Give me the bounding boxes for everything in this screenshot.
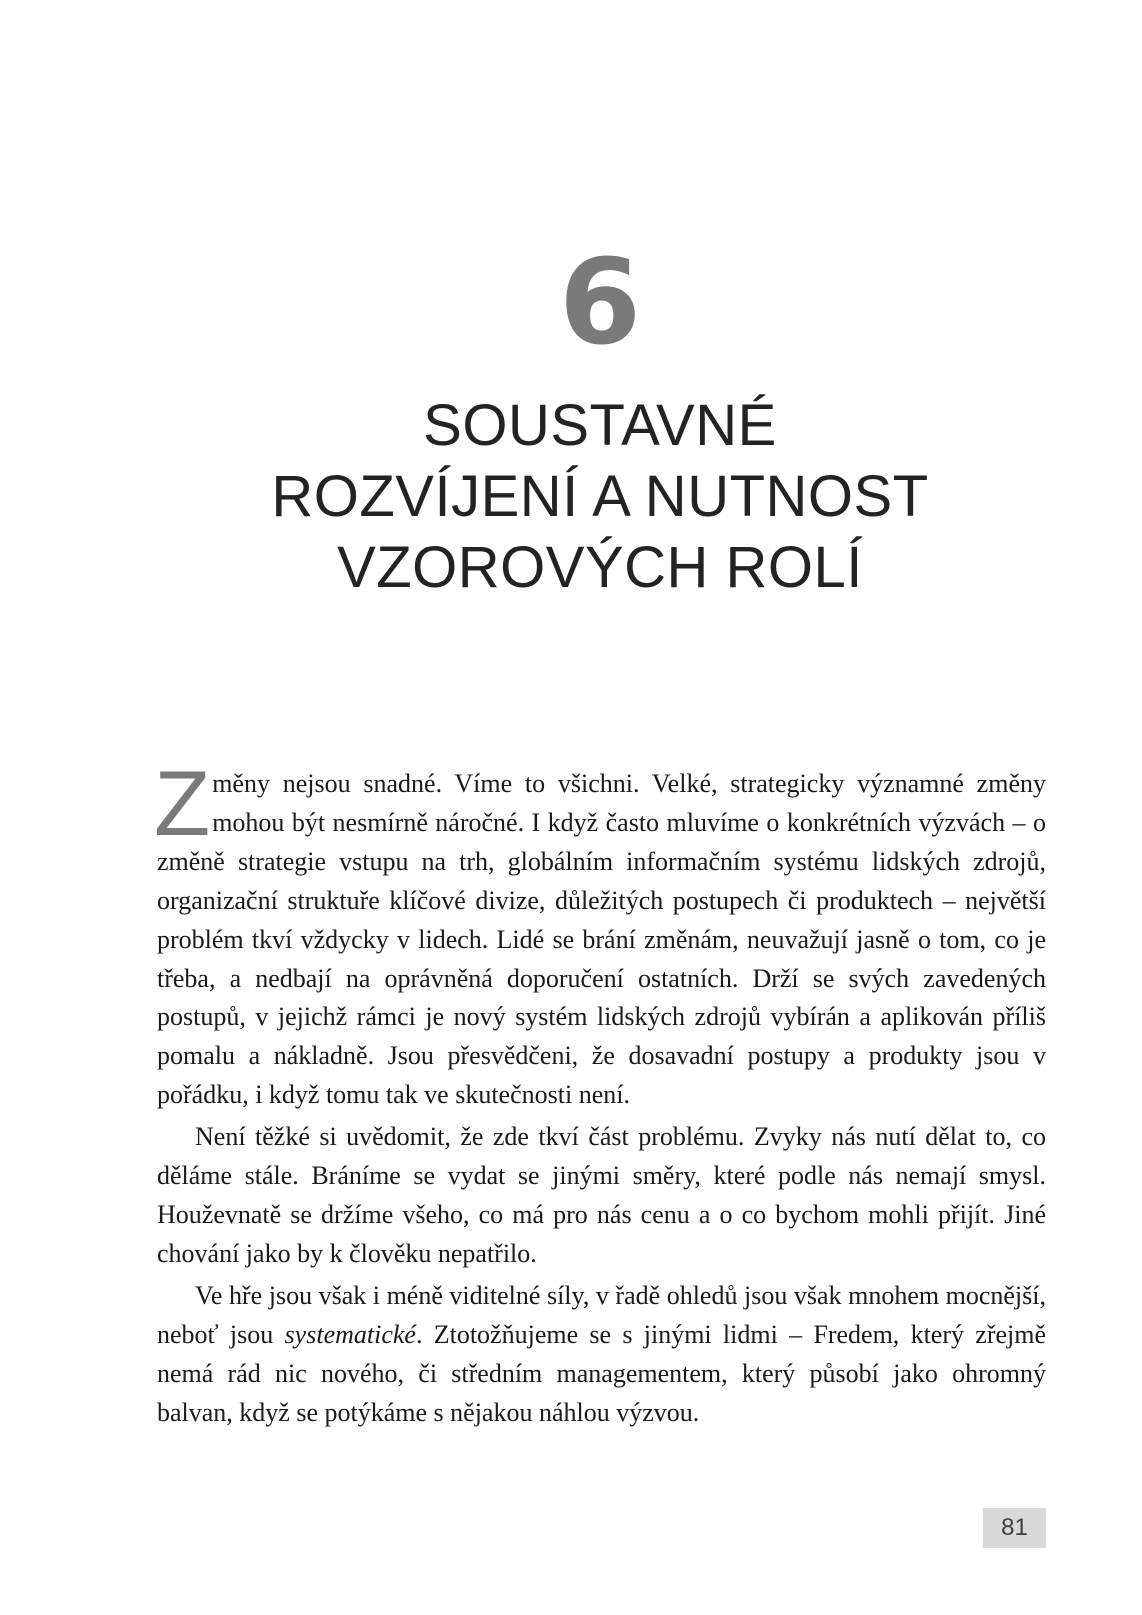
chapter-title: [0, 390, 1142, 603]
paragraph-1: [154, 753, 1046, 1115]
paragraph-1-text: měny nejsou snadné. Víme to všichni. Velké, strategicky významné změny mohou být nesmírně náročné. I když často mluvíme o konkrétních výzvách – o změně strategie vstupu na trh, globálním informačním systému lidských zdrojů, organizační struktuře klíčové divize, důležitých postupech či produktech – největší problém tkví vždycky v lidech. Lidé se brání změnám, neuvažují jasně o tom, co je třeba, a nedbají na oprávněná doporučení ostatních. Drží se svých zavedených postupů, v jejichž rámci je nový systém lidských zdrojů vybírán a aplikován příliš pomalu a nákladně. Jsou přesvědčeni, že dosavadní postupy a produkty jsou v pořádku, i když tomu tak ve skutečnosti není.: [157, 769, 1046, 1110]
paragraph-3-text-before: Ve hře jsou však i méně viditelné síly, v řadě ohledů jsou však mnohem mocnější, neboť jsou: [157, 1280, 1046, 1349]
body-text: [154, 753, 1047, 1432]
page-number: 81: [983, 1508, 1046, 1548]
drop-cap: Z: [154, 753, 211, 855]
chapter-number: 6: [558, 233, 642, 371]
paragraph-3-emphasis: systematické: [284, 1319, 416, 1349]
chapter-title-line-1: SOUSTAVNÉ: [423, 393, 777, 458]
chapter-title-line-3: VZOROVÝCH ROLÍ: [337, 535, 863, 600]
chapter-title-line-2: ROZVÍJENÍ A NUTNOST: [271, 464, 929, 529]
paragraph-3-text-after: . Ztotožňujeme se s jinými lidmi – Fredem, který zřejmě nemá rád nic nového, či středním managementem, který působí jako ohromný balvan, když se potýkáme s nějakou náhlou výzvou.: [157, 1319, 1047, 1427]
paragraph-3: [157, 1277, 1046, 1433]
paragraph-2: Není těžké si uvědomit, že zde tkví část problému. Zvyky nás nutí dělat to, co děláme stále. Bráníme se vydat se jinými směry, které podle nás nemají smysl. Houževnatě se držíme všeho, co má pro nás cenu a o co bychom mohli přijít. Jiné chování jako by k člověku nepatřilo.: [157, 1122, 1046, 1268]
